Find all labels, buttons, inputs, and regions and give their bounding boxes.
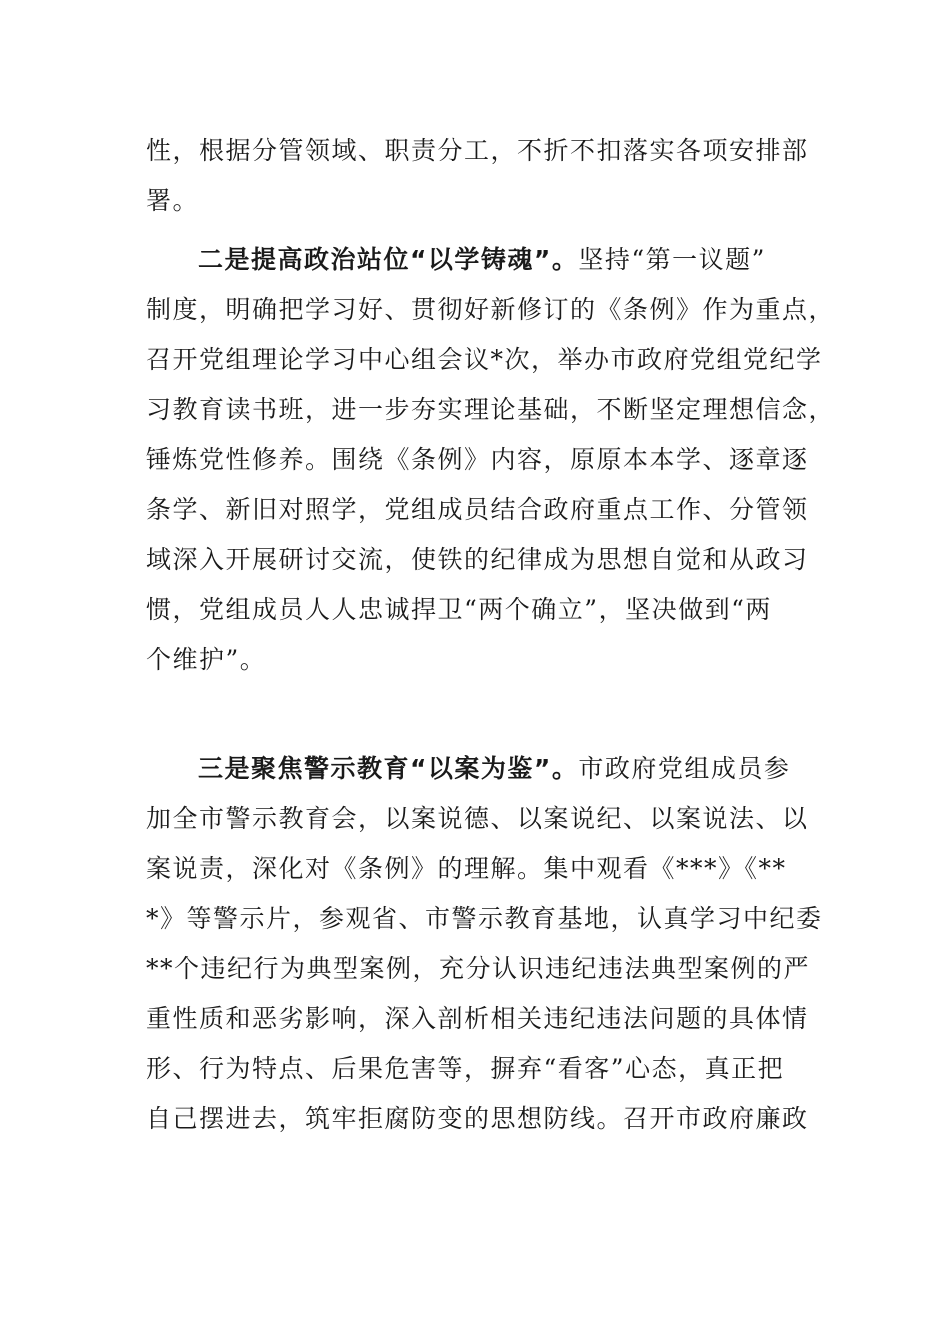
paragraph-line: 署。 — [146, 186, 200, 215]
paragraph-text: 坚持“第一议题” — [578, 245, 766, 274]
paragraph-line: 案说责，深化对《条例》的理解。集中观看《***》《** — [146, 854, 787, 883]
paragraph-line: 性，根据分管领域、职责分工，不折不扣落实各项安排部 — [146, 136, 809, 165]
paragraph-line: 加全市警示教育会，以案说德、以案说纪、以案说法、以 — [146, 804, 809, 833]
paragraph-continuation — [146, 126, 809, 226]
section-heading: 二是提高政治站位“以学铸魂”。 — [198, 245, 579, 274]
paragraph-line: 重性质和恶劣影响，深入剖析相关违纪违法问题的具体情 — [146, 1004, 809, 1033]
paragraph-text: 市政府党组成员参 — [578, 754, 791, 783]
paragraph-line: 制度，明确把学习好、贯彻好新修订的《条例》作为重点， — [146, 295, 836, 324]
paragraph-first-line — [146, 235, 806, 285]
paragraph-line: *》等警示片，参观省、市警示教育基地，认真学习中纪委 — [146, 904, 823, 933]
paragraph-line: 召开党组理论学习中心组会议*次，举办市政府党组党纪学 — [146, 345, 823, 374]
paragraph-line: 锤炼党性修养。围绕《条例》内容，原原本本学、逐章逐 — [146, 445, 809, 474]
paragraph-section-2 — [146, 235, 836, 685]
paragraph-line: 习教育读书班，进一步夯实理论基础，不断坚定理想信念， — [146, 395, 836, 424]
paragraph-line: 自己摆进去，筑牢拒腐防变的思想防线。召开市政府廉政 — [146, 1104, 809, 1133]
section-heading: 三是聚焦警示教育“以案为鉴”。 — [198, 754, 579, 783]
paragraph-line: 条学、新旧对照学，党组成员结合政府重点工作、分管领 — [146, 495, 809, 524]
paragraph-first-line — [146, 744, 806, 794]
paragraph-line: 惯，党组成员人人忠诚捍卫“两个确立”，坚决做到“两 — [146, 595, 772, 624]
paragraph-line: 域深入开展研讨交流，使铁的纪律成为思想自觉和从政习 — [146, 545, 809, 574]
paragraph-line: **个违纪行为典型案例，充分认识违纪违法典型案例的严 — [146, 954, 811, 983]
paragraph-section-3 — [146, 744, 823, 1144]
paragraph-line: 形、行为特点、后果危害等，摒弃“看客”心态，真正把 — [146, 1054, 785, 1083]
paragraph-line: 个维护”。 — [146, 645, 267, 674]
